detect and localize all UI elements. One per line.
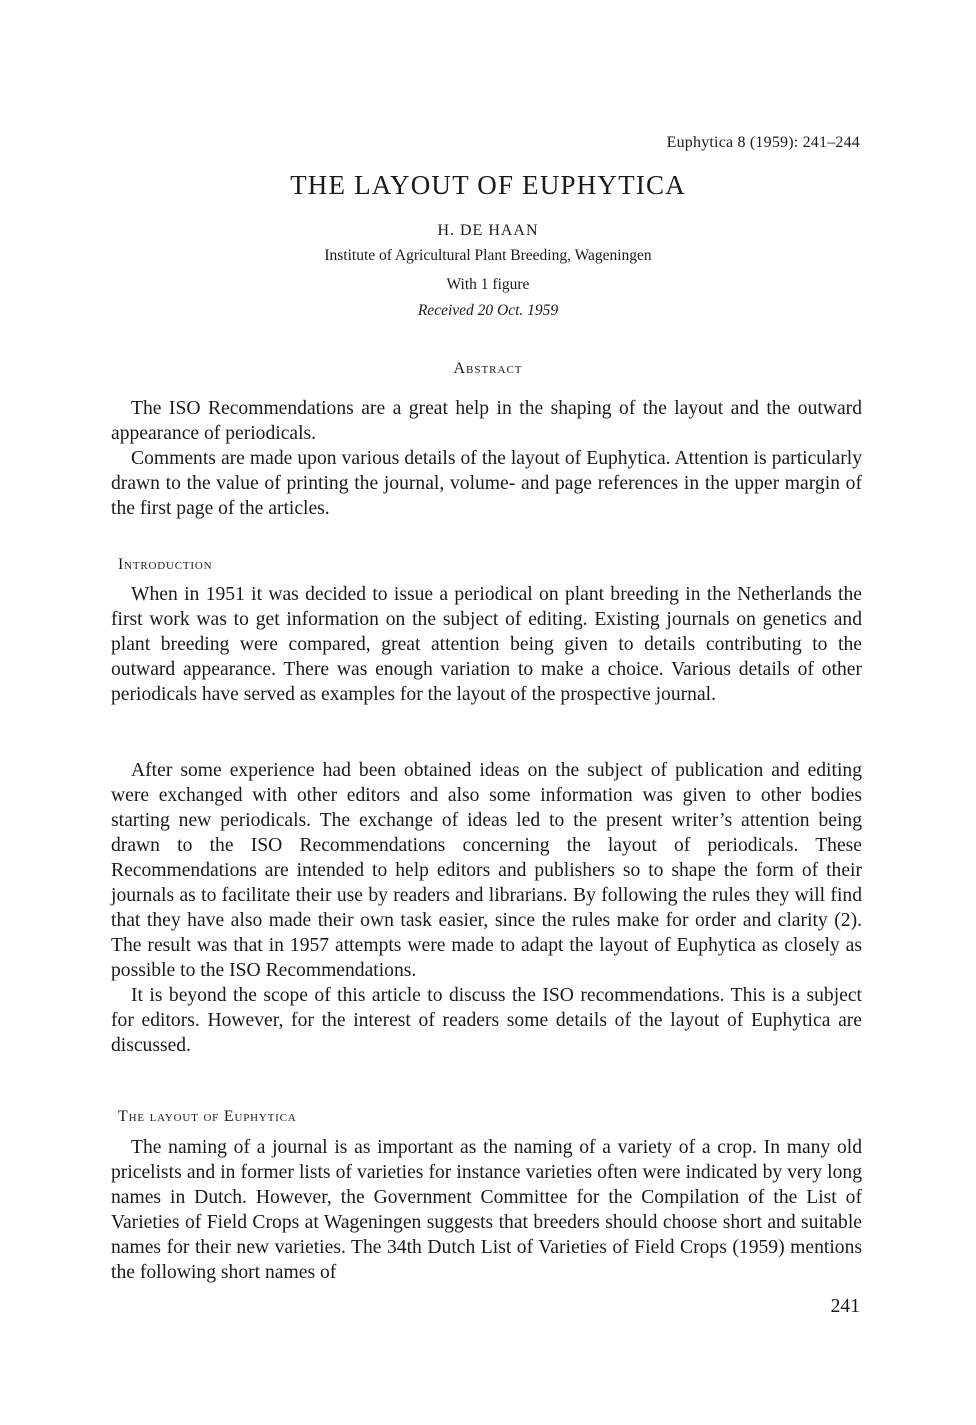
body-paragraph: After some experience had been obtained ideas on the subject of publication and editing were exchanged with other editors and also some information was given to other bodies starting new periodicals. The exchange of ideas led to the present writer’s attention being drawn to the ISO Recommendations concerning the layout of periodicals. These Recommendations are intended to help editors and publishers so to shape the form of their journals as to facilitate their use by readers and librarians. By following the rules they will find that they have also made their own task easier, since the rules make for order and clarity (2). The result was that in 1957 attempts were made to adapt the layout of Euphytica as closely as possible to the ISO Recommendations.	[111, 760, 862, 981]
journal-reference: Euphytica 8 (1959): 241–244	[666, 134, 860, 151]
figures-note: With 1 figure	[446, 276, 530, 293]
abstract-paragraph: Comments are made upon various details of the layout of Euphytica. Attention is particularly drawn to the value of printing the journal, volume- and page references in the upper margin of the first page of the articles.	[111, 448, 862, 519]
author-name: H. DE HAAN	[437, 222, 539, 239]
author-affiliation: Institute of Agricultural Plant Breeding, Wageningen	[324, 247, 652, 264]
layout-section-body	[111, 1135, 862, 1285]
introduction-heading: Introduction	[118, 556, 213, 573]
article-title: THE LAYOUT OF EUPHYTICA	[290, 170, 686, 200]
introduction-body-continued	[111, 758, 862, 1058]
abstract-heading: Abstract	[453, 360, 523, 377]
page-number: 241	[830, 1296, 860, 1317]
abstract-paragraph: The ISO Recommendations are a great help in the shaping of the layout and the outward appearance of periodicals.	[111, 398, 862, 444]
abstract-body	[111, 396, 862, 521]
body-paragraph: It is beyond the scope of this article to discuss the ISO recommendations. This is a subject for editors. However, for the interest of readers some details of the layout of Euphytica are discussed.	[111, 985, 862, 1056]
body-paragraph: The naming of a journal is as important as the naming of a variety of a crop. In many old pricelists and in former lists of varieties for instance varieties often were indicated by very long names in Dutch. However, the Government Committee for the Compilation of the List of Varieties of Field Crops at Wageningen suggests that breeders should choose short and suitable names for their new varieties. The 34th Dutch List of Varieties of Field Crops (1959) mentions the following short names of	[111, 1137, 862, 1283]
layout-section-heading: The layout of Euphytica	[118, 1108, 297, 1125]
body-paragraph: When in 1951 it was decided to issue a periodical on plant breeding in the Netherlands the first work was to get information on the subject of editing. Existing journals on genetics and plant breeding were compared, great attention being given to details contributing to the outward appearance. There was enough variation to make a choice. Various details of other periodicals have served as examples for the layout of the prospective journal.	[111, 584, 862, 705]
received-date: Received 20 Oct. 1959	[417, 302, 559, 319]
introduction-body	[111, 582, 862, 707]
